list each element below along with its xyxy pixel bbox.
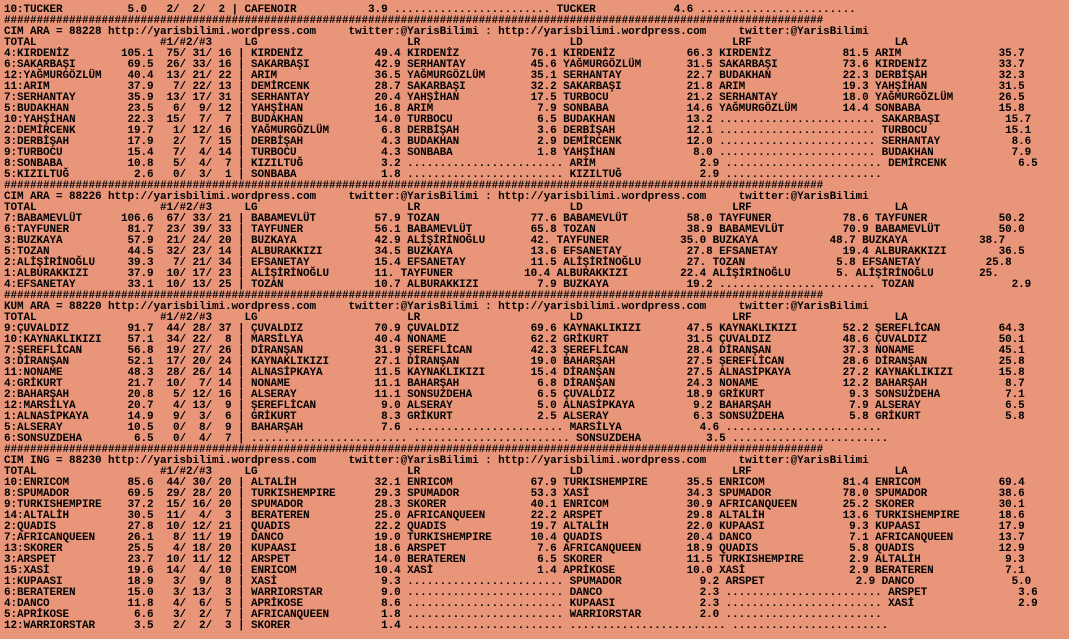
- horse-row: 5:ALSERAY 10.5 0/ 8/ 9 | BAHARŞAH 7.6 ........................ MARSİLYA 4.6 ........................: [4, 422, 882, 434]
- horse-row: 10:YAHŞİHAN 22.3 15/ 7/ 7 | BUDAKHAN 14.0 TURBOCU 6.5 BUDAKHAN 13.2 ........................ SAKARBAŞI 15.7: [4, 114, 1032, 126]
- column-header: TOTAL #1/#2/#3 LG LR LD LRF LA: [4, 37, 908, 49]
- horse-row: 7:ŞEREFLİCAN 56.8 19/ 27/ 26 | DİRANŞAN 31.9 ŞEREFLİCAN 42.3 ŞEREFLİCAN 28.4 DİRANŞAN 37.3 NONAME 45.1: [4, 345, 1025, 357]
- horse-row: 9:TURKISHEMPIRE 37.2 15/ 16/ 20 | SPUMADOR 28.3 SKORER 40.1 ENRICOM 30.9 AFRICANQUEEN 25.2 SKORER 30.1: [4, 499, 1025, 511]
- horse-row: 2:DEMİRCENK 19.7 1/ 12/ 16 | YAĞMURGÖZLÜM 6.8 DERBİŞAH 3.6 DERBİŞAH 12.1 ........................ TURBOCU 15.1: [4, 125, 1032, 137]
- horse-row: 3:DİRANŞAN 52.1 17/ 20/ 24 | KAYNAKLIKIZI 27.1 DİRANŞAN 19.0 BAHARŞAH 27.5 ŞEREFLİCAN 28.6 DİRANŞAN 25.8: [4, 356, 1025, 368]
- terminal-line: 10:TUCKER 5.0 2/ 2/ 2 | CAFENOIR 3.9 ........................ TUCKER 4.6 ........................: [4, 4, 856, 16]
- horse-row: 8:SONBABA 10.8 5/ 4/ 7 | KIZILTUĞ 3.2 ........................ ARIM 2.9 ........................ DEMİRCENK 6.5: [4, 158, 1038, 170]
- column-header: TOTAL #1/#2/#3 LG LR LD LRF LA: [4, 202, 908, 214]
- horse-row: 2:QUADIS 27.8 10/ 12/ 21 | QUADIS 22.2 QUADIS 19.7 ALTALİH 22.0 KUPAASI 9.3 KUPAASI 17.9: [4, 521, 1025, 533]
- horse-row: 2:BAHARŞAH 20.8 5/ 12/ 16 | ALSERAY 11.1 SONSUZDEHA 6.5 ÇUVALDIZ 18.9 GRİKURT 9.3 SONSUZDEHA 7.1: [4, 389, 1025, 401]
- column-header: TOTAL #1/#2/#3 LG LR LD LRF LA: [4, 466, 908, 478]
- horse-row: 4:KIRDENİZ 105.1 75/ 31/ 16 | KIRDENİZ 49.4 KIRDENİZ 76.1 KIRDENİZ 66.3 KIRDENİZ 81.5 ARIM 35.7: [4, 48, 1025, 60]
- horse-row: 9:ÇUVALDIZ 91.7 44/ 28/ 37 | ÇUVALDIZ 70.9 ÇUVALDIZ 69.6 KAYNAKLIKIZI 47.5 KAYNAKLIKIZI 52.2 ŞEREFLİCAN 64.3: [4, 323, 1025, 335]
- horse-row: 6:TAYFUNER 81.7 23/ 39/ 33 | TAYFUNER 56.1 BABAMEVLÜT 65.8 TOZAN 38.9 BABAMEVLÜT 70.9 BABAMEVLÜT 50.0: [4, 224, 1025, 236]
- horse-row: 5:KIZILTUĞ 2.6 0/ 3/ 1 | SONBABA 1.8 ........................ KIZILTUĞ 2.9 ........................: [4, 169, 882, 181]
- horse-row: 11:ARIM 37.9 7/ 22/ 13 | DEMİRCENK 28.7 SAKARBAŞI 32.2 SAKARBAŞI 21.8 ARIM 19.3 YAHŞİHAN 31.5: [4, 81, 1025, 93]
- horse-row: 9:TURBOCU 15.4 7/ 4/ 14 | TURBOCU 4.3 SONBABA 1.8 YAHŞİHAN 8.0 ........................ BUDAKHAN 7.9: [4, 147, 1032, 159]
- horse-row: 1:ALNASİPKAYA 14.9 9/ 3/ 6 | GRİKURT 8.3 GRİKURT 2.5 ALSERAY 6.3 SONSUZDEHA 5.8 GRİKURT 5.8: [4, 411, 1025, 423]
- horse-row: 4:GRİKURT 21.7 10/ 7/ 14 | NONAME 11.1 BAHARŞAH 6.8 DİRANŞAN 24.3 NONAME 12.2 BAHARŞAH 8.7: [4, 378, 1025, 390]
- horse-row: 3:DERBİŞAH 17.9 2/ 7/ 15 | DERBİŞAH 4.3 BUDAKHAN 2.9 DEMİRCENK 12.0 ........................ SERHANTAY 8.6: [4, 136, 1032, 148]
- horse-row: 4:EFSANETAY 33.1 10/ 13/ 25 | TOZAN 10.7 ALBURAKKIZI 7.9 BUZKAYA 19.2 ........................ TOZAN 2.9: [4, 279, 1032, 291]
- horse-row: 12:MARSİLYA 20.7 4/ 13/ 9 | ŞEREFLİCAN 9.0 ALSERAY 5.0 ALNASİPKAYA 9.2 BAHARŞAH 7.9 ALSERAY 6.5: [4, 400, 1025, 412]
- section-separator: ##############################################################################################################################: [4, 180, 824, 192]
- horse-row: 10:ENRICOM 85.6 44/ 30/ 20 | ALTALİH 32.1 ENRICOM 67.9 TURKISHEMPIRE 35.5 ENRICOM 81.4 ENRICOM 69.4: [4, 477, 1025, 489]
- horse-row: 6:SONSUZDEHA 6.5 0/ 4/ 7 | ........................ ........................ SONSUZDEHA 3.5 ........................: [4, 433, 889, 445]
- race-header: CIM ARA = 88226 http://yarisbilimi.wordpress.com twitter:@YarisBilimi : http://yarisbilimi.wordpress.com twitter:@YarisBilimi: [4, 191, 869, 203]
- horse-row: 4:DANCO 11.8 4/ 6/ 5 | APRİKOSE 8.6 ........................ KUPAASI 2.3 ........................ XASİ 2.9: [4, 598, 1038, 610]
- horse-row: 1:KUPAASI 18.9 3/ 9/ 8 | XASİ 9.3 ........................ SPUMADOR 9.2 ARSPET 2.9 DANCO 5.0: [4, 576, 1032, 588]
- horse-row: 15:XASİ 19.6 14/ 4/ 10 | ENRICOM 10.4 XASİ 1.4 APRİKOSE 10.0 XASİ 2.9 BERATEREN 7.1: [4, 565, 1025, 577]
- horse-row: 3:BUZKAYA 57.9 21/ 24/ 20 | BUZKAYA 42.9 ALİŞİRİNOĞLU 42. TAYFUNER 35.0 BUZKAYA 48.7 BUZKAYA 38.7: [4, 235, 1006, 247]
- section-separator: ##############################################################################################################################: [4, 444, 824, 456]
- column-header: TOTAL #1/#2/#3 LG LR LD LRF LA: [4, 312, 908, 324]
- section-separator: ##############################################################################################################################: [4, 15, 824, 27]
- horse-row: 6:SAKARBAŞI 69.5 26/ 33/ 16 | SAKARBAŞI 42.9 SERHANTAY 45.6 YAĞMURGÖZLÜM 31.5 SAKARBAŞI 73.6 KIRDENİZ 33.7: [4, 59, 1025, 71]
- horse-row: 2:ALİŞİRİNOĞLU 39.3 7/ 21/ 34 | EFSANETAY 15.4 EFSANETAY 11.5 ALİŞİRİNOĞLU 27. TOZAN 5.8 EFSANETAY 25.8: [4, 257, 1012, 269]
- race-header: CIM ING = 88230 http://yarisbilimi.wordpress.com twitter:@YarisBilimi : http://yarisbilimi.wordpress.com twitter:@YarisBilimi: [4, 455, 869, 467]
- horse-row: 7:AFRICANQUEEN 26.1 8/ 11/ 19 | DANCO 19.0 TURKISHEMPIRE 10.4 QUADIS 20.4 DANCO 7.1 AFRICANQUEEN 13.7: [4, 532, 1025, 544]
- horse-row: 7:SERHANTAY 35.9 13/ 17/ 31 | SERHANTAY 20.4 YAHŞİHAN 17.5 TURBOCU 21.2 SERHANTAY 18.0 YAĞMURGÖZLÜM 26.5: [4, 92, 1025, 104]
- horse-row: 13:SKORER 25.5 4/ 18/ 20 | KUPAASI 18.6 ARSPET 7.6 AFRICANQUEEN 18.9 QUADIS 5.8 QUADIS 12.9: [4, 543, 1025, 555]
- horse-row: 5:APRİKOSE 6.6 3/ 2/ 7 | AFRICANQUEEN 1.8 ........................ WARRIORSTAR 2.0 ........................: [4, 609, 882, 621]
- horse-row: 8:SPUMADOR 69.5 29/ 28/ 20 | TURKISHEMPIRE 29.3 SPUMADOR 53.3 XASİ 34.3 SPUMADOR 78.0 SPUMADOR 38.6: [4, 488, 1025, 500]
- horse-row: 14:ALTALİH 30.5 11/ 4/ 3 | BERATEREN 25.0 AFRICANQUEEN 22.2 ARSPET 29.8 ALTALİH 13.6 TURKISHEMPIRE 18.6: [4, 510, 1025, 522]
- horse-row: 6:BERATEREN 15.0 3/ 13/ 3 | WARRIORSTAR 9.0 ........................ DANCO 2.3 ........................ ARSPET 3.6: [4, 587, 1038, 599]
- race-header: CIM ARA = 88228 http://yarisbilimi.wordpress.com twitter:@YarisBilimi : http://yarisbilimi.wordpress.com twitter:@YarisBilimi: [4, 26, 869, 38]
- horse-row: 1:ALBURAKKIZI 37.9 10/ 17/ 23 | ALİŞİRİNOĞLU 11. TAYFUNER 10.4 ALBURAKKIZI 22.4 ALİŞİRİNOĞLU 5. ALİŞİRİNOĞLU 25.: [4, 268, 999, 280]
- horse-row: 5:TOZAN 44.5 32/ 23/ 14 | ALBURAKKIZI 34.5 BUZKAYA 13.6 EFSANETAY 27.8 EFSANETAY 19.4 ALBURAKKIZI 36.5: [4, 246, 1025, 258]
- race-header: KUM ARA = 88220 http://yarisbilimi.wordpress.com twitter:@YarisBilimi : http://yarisbilimi.wordpress.com twitter:@YarisBilimi: [4, 301, 869, 313]
- horse-row: 11:NONAME 48.3 28/ 26/ 14 | ALNASİPKAYA 11.5 KAYNAKLIKIZI 15.4 DİRANŞAN 27.5 ALNASİPKAYA 27.2 KAYNAKLIKIZI 15.8: [4, 367, 1025, 379]
- horse-row: 3:ARSPET 23.7 10/ 11/ 12 | ARSPET 14.0 BERATEREN 6.5 SKORER 11.5 TURKISHEMPIRE 2.9 ALTALİH 9.3: [4, 554, 1025, 566]
- horse-row: 10:KAYNAKLIKIZI 57.1 34/ 22/ 8 | MARSİLYA 40.4 NONAME 62.2 GRİKURT 31.5 ÇUVALDIZ 48.6 ÇUVALDIZ 50.1: [4, 334, 1025, 346]
- horse-row: 12:YAĞMURGÖZLÜM 40.4 13/ 21/ 22 | ARIM 36.5 YAĞMURGÖZLÜM 35.1 SERHANTAY 22.7 BUDAKHAN 22.3 DERBİŞAH 32.3: [4, 70, 1025, 82]
- horse-row: 7:BABAMEVLÜT 106.6 67/ 33/ 21 | BABAMEVLÜT 57.9 TOZAN 77.6 BABAMEVLÜT 58.0 TAYFUNER 78.6 TAYFUNER 50.2: [4, 213, 1025, 225]
- section-separator: ##############################################################################################################################: [4, 290, 824, 302]
- horse-row: 12:WARRIORSTAR 3.5 2/ 2/ 3 | SKORER 1.4 ........................ ........................ ........................: [4, 620, 889, 632]
- horse-row: 5:BUDAKHAN 23.5 6/ 9/ 12 | YAHŞİHAN 16.8 ARIM 7.9 SONBABA 14.6 YAĞMURGÖZLÜM 14.4 SONBABA 15.8: [4, 103, 1025, 115]
